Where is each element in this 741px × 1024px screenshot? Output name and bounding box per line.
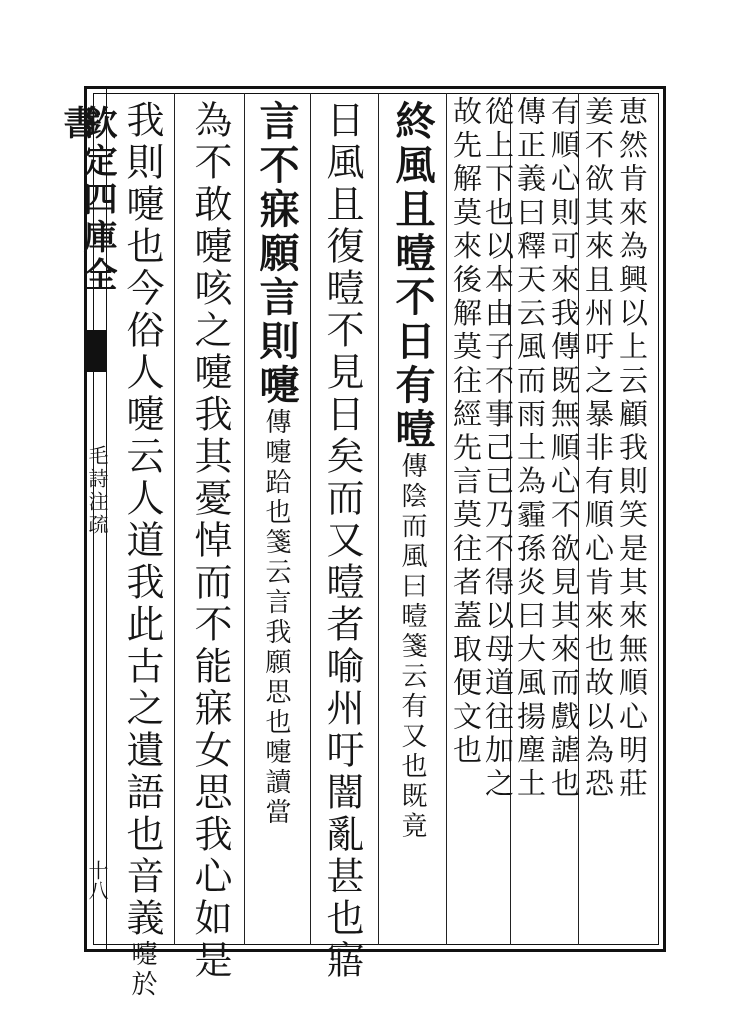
text-column-8	[120, 100, 164, 1000]
gutter-book-title: 毛詩注疏	[85, 445, 109, 537]
annotation-marker: 傳	[397, 452, 427, 482]
commentary-line-left: 傳正義曰釋天云風而雨土為霾孫炎曰大風揚塵土	[513, 96, 547, 802]
column-divider	[174, 93, 175, 945]
commentary-column-1	[581, 96, 649, 944]
gutter-title: 欽定四庫全書	[57, 105, 117, 295]
commentary-text: 嚏跲也箋云言我願思也嚏讀當	[261, 438, 291, 828]
column-divider	[446, 93, 447, 945]
gutter-page-number: 十八	[85, 860, 109, 900]
text-column-7	[188, 100, 232, 982]
commentary-line-right: 有順心則可來我傳既無順心不欲見其來而戲謔也	[547, 96, 581, 802]
commentary-line-left: 故先解莫來後解莫往經先言莫往者蓋取便文也	[449, 96, 483, 768]
commentary-text: 陰而風曰曀箋云有又也既竟	[397, 482, 427, 842]
column-divider	[244, 93, 245, 945]
commentary-text: 日風且復曀不見日矣而又曀者喻州吁闇亂甚也寤	[320, 100, 364, 982]
commentary-line-right: 恵然肯來為興以上云顧我則笑是其來無順心明莊	[615, 96, 649, 802]
verse-text: 言不寐願言則嚏	[253, 100, 300, 408]
commentary-line-left: 姜不欲其來且州吁之暴非有順心肯來也故以為恐	[581, 96, 615, 802]
annotation-marker: 傳	[261, 408, 291, 438]
column-divider	[310, 93, 311, 945]
commentary-column-2	[513, 96, 581, 944]
commentary-column-3	[450, 96, 514, 944]
verse-column-4	[390, 100, 434, 940]
pronunciation-note: 嚏於	[127, 940, 157, 1000]
commentary-text: 為不敢嚏咳之嚏我其憂悼而不能寐女思我心如是	[188, 100, 232, 982]
text-column-5	[320, 100, 364, 982]
verse-column-6	[254, 100, 298, 940]
commentary-text: 我則嚏也今俗人嚏云人道我此古之遺語也音義	[120, 100, 164, 940]
column-divider	[378, 93, 379, 945]
verse-text: 終風且曀不日有曀	[389, 100, 436, 452]
fish-tail-mark	[86, 330, 106, 372]
commentary-line-right: 從上下也以本由子不事己已乃不得以母道往加之	[481, 96, 515, 802]
